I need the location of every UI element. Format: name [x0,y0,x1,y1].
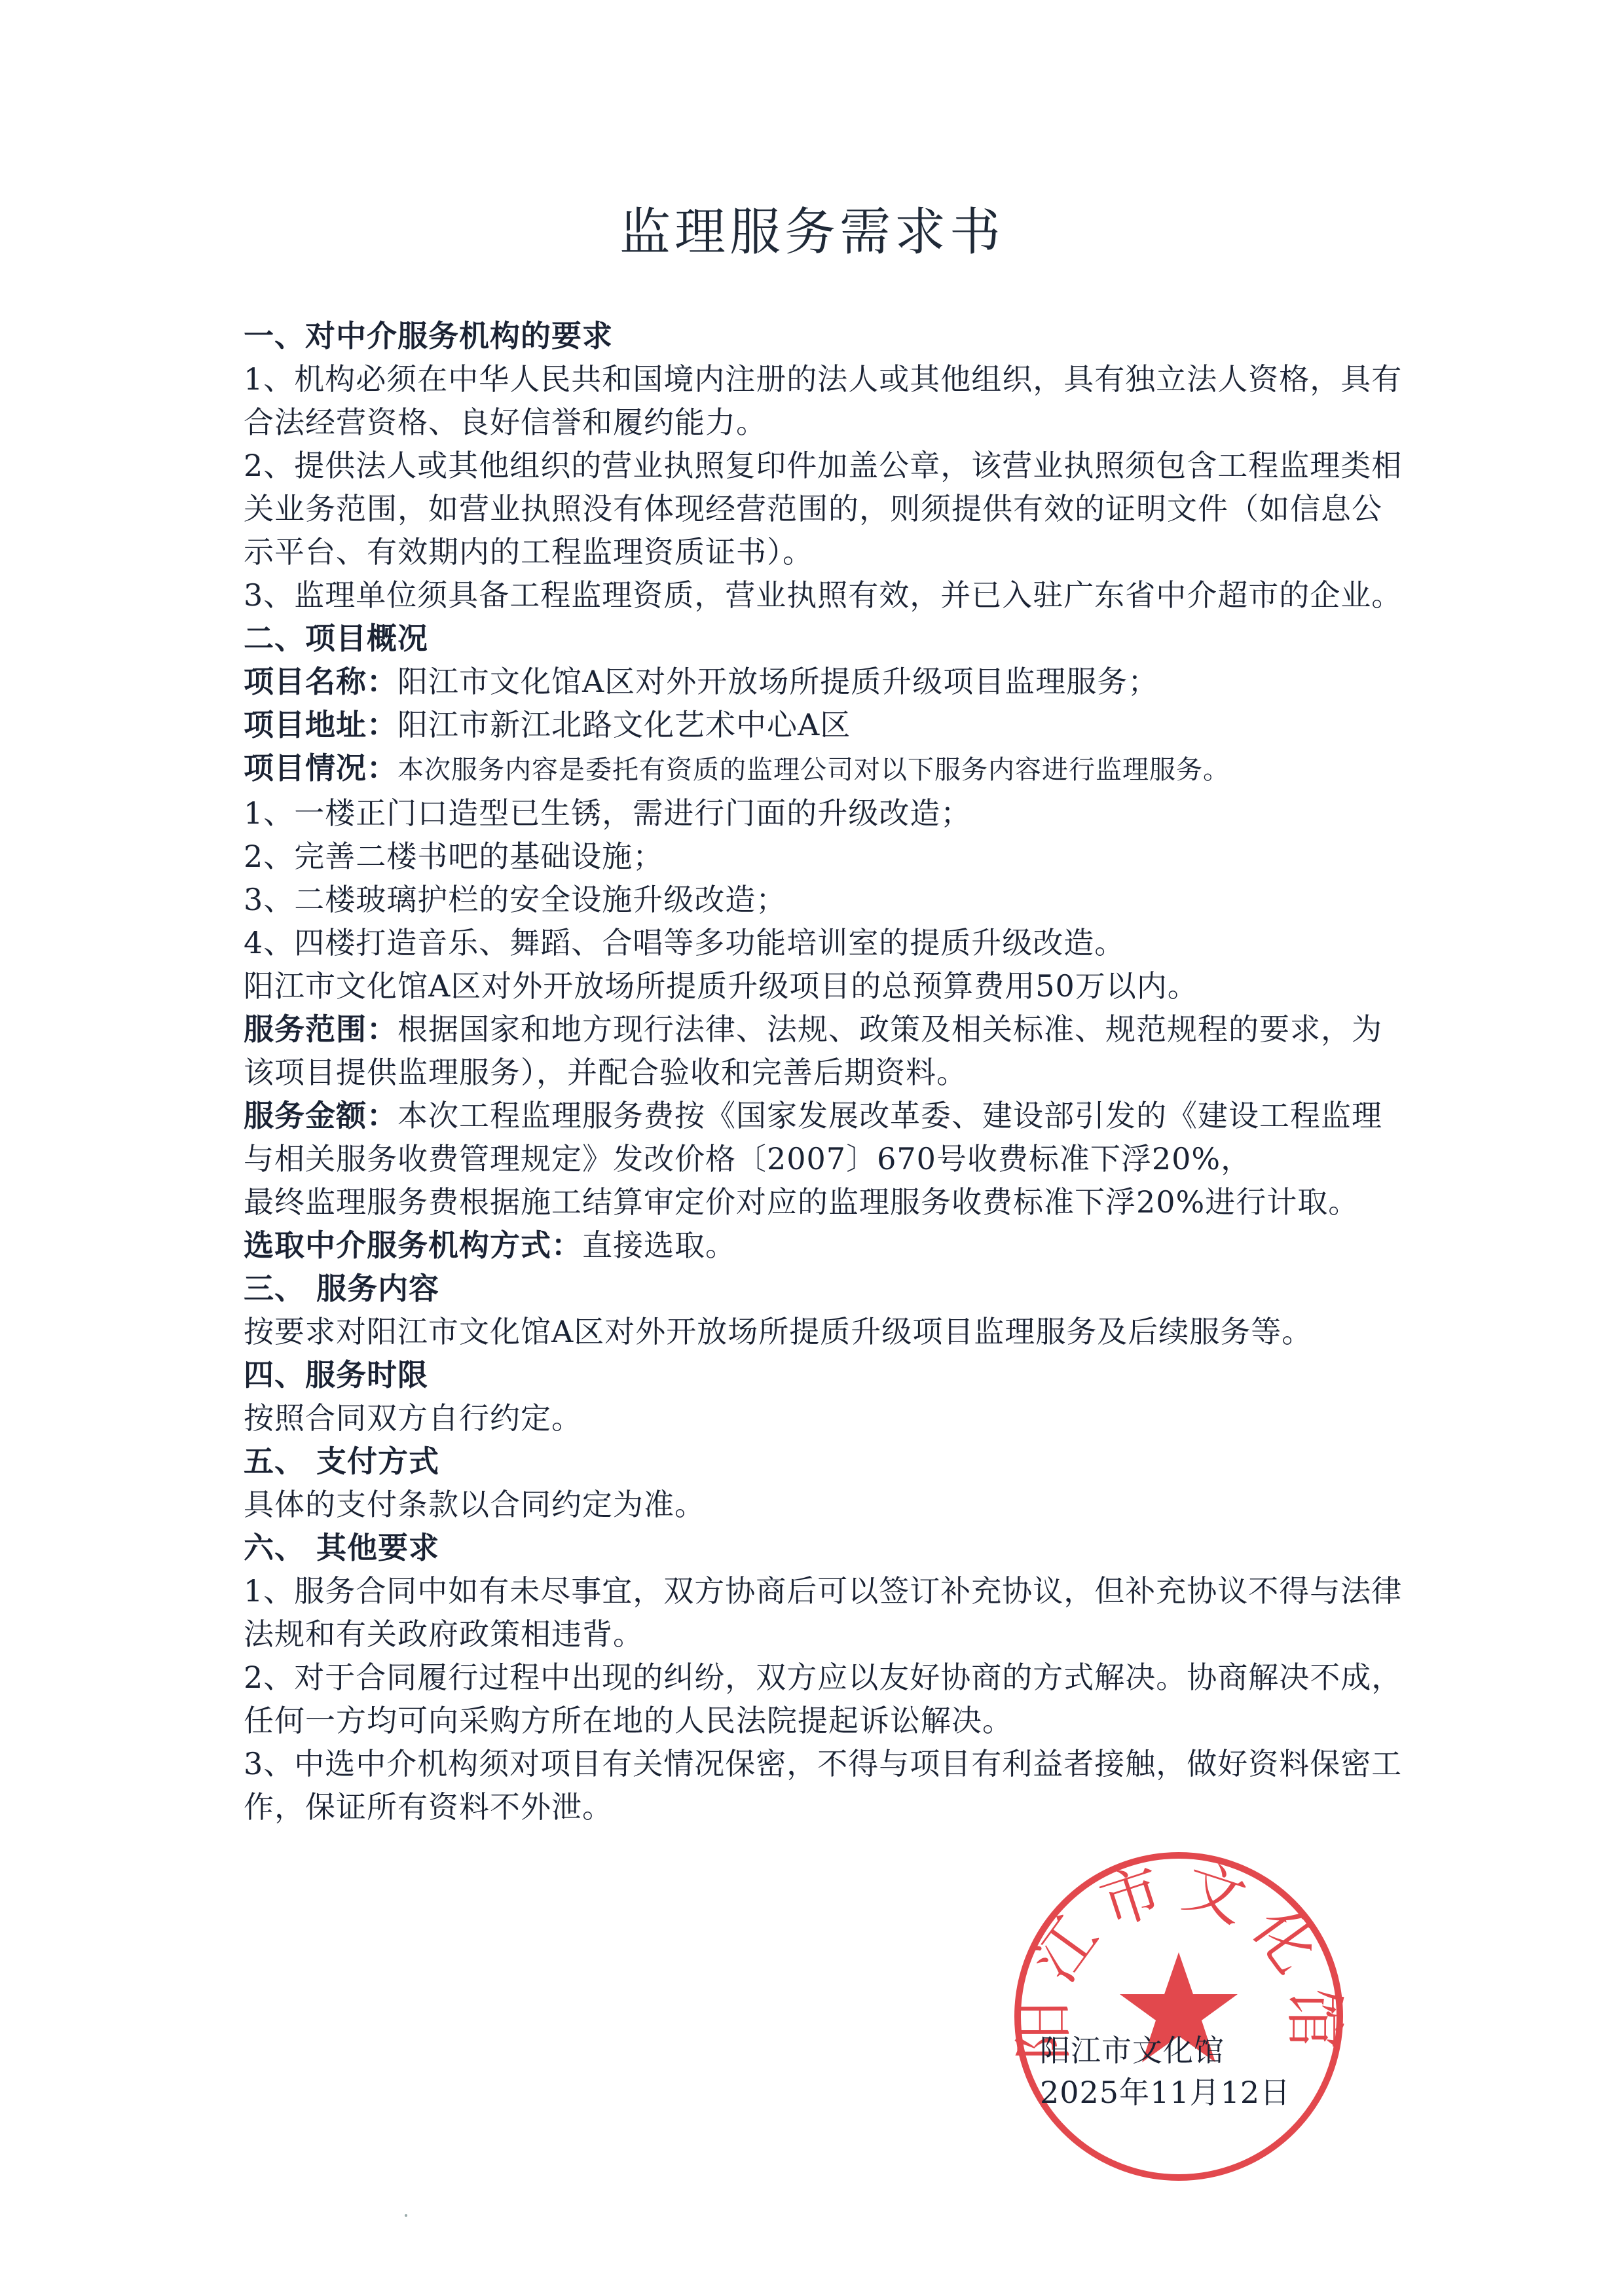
service-period: 按照合同双方自行约定。 [244,1400,582,1436]
signature-block [1040,2030,1291,2113]
project-name: 阳江市文化馆A区对外开放场所提质升级项目监理服务； [397,664,1159,699]
signature-date: 2025年11月12日 [1040,2075,1291,2110]
signature-organization: 阳江市文化馆 [1040,2033,1225,2068]
service-amount-line [244,1094,1409,1180]
project-name-label: 项目名称： [244,664,397,699]
project-item-2: 2、完善二楼书吧的基础设施； [244,839,664,874]
requirement-2: 2、提供法人或其他组织的营业执照复印件加盖公章，该营业执照须包含工程监理类相关业务范围，如营业执照没有体现经营范围的，则须提供有效的证明文件（如信息公示平台、有效期内的工程监理资质证书）。 [244,448,1403,570]
document-title: 监理服务需求书 [619,203,1005,262]
project-budget: 阳江市文化馆A区对外开放场所提质升级项目的总预算费用50万以内。 [244,968,1198,1004]
service-content: 按要求对阳江市文化馆A区对外开放场所提质升级项目监理服务及后续服务等。 [244,1314,1313,1349]
other-requirement-2: 2、对于合同履行过程中出现的纠纷，双方应以友好协商的方式解决。协商解决不成，任何一方均可向采购方所在地的人民法院提起诉讼解决。 [244,1660,1403,1738]
other-requirement-3: 3、中选中介机构须对项目有关情况保密，不得与项目有利益者接触，做好资料保密工作，保证所有资料不外泄。 [244,1746,1403,1825]
project-item-4: 4、四楼打造音乐、舞蹈、合唱等多功能培训室的提质升级改造。 [244,925,1126,960]
project-item-3: 3、二楼玻璃护栏的安全设施升级改造； [244,882,787,917]
project-item-1: 1、一楼正门口造型已生锈，需进行门面的升级改造； [244,795,972,831]
project-situation-label: 项目情况： [244,750,397,786]
selection-method-line [244,1224,1409,1267]
scan-speck [405,2214,407,2217]
project-situation-line [244,746,1409,792]
section-heading-service-content: 三、 服务内容 [244,1271,440,1306]
requirement-1: 1、机构必须在中华人民共和国境内注册的法人或其他组织，具有独立法人资格，具有合法经营资格、良好信誉和履约能力。 [244,361,1403,440]
selection-method: 直接选取。 [582,1228,736,1263]
service-amount-line-2: 最终监理服务费根据施工结算审定价对应的监理服务收费标准下浮20%进行计取。 [244,1184,1359,1220]
section-heading-overview: 二、项目概况 [244,621,428,656]
seal-text: 阳江市文化馆 [1008,1851,1349,2061]
official-seal [1008,1846,1349,2187]
service-amount-label: 服务金额： [244,1098,397,1133]
service-amount: 本次工程监理服务费按《国家发展改革委、建设部引发的《建设工程监理与相关服务收费管理规定》发改价格〔2007〕670号收费标准下浮20%， [244,1098,1382,1176]
section-heading-payment: 五、 支付方式 [244,1444,440,1479]
section-heading-requirements: 一、对中介服务机构的要求 [244,318,613,354]
requirement-3: 3、监理单位须具备工程监理资质，营业执照有效，并已入驻广东省中介超市的企业。 [244,577,1403,613]
section-heading-other: 六、 其他要求 [244,1530,440,1565]
service-scope-line [244,1008,1409,1094]
project-address-line [244,703,1409,746]
service-scope: 根据国家和地方现行法律、法规、政策及相关标准、规范规程的要求，为该项目提供监理服务），并配合验收和完善后期资料。 [244,1011,1382,1090]
project-situation: 本次服务内容是委托有资质的监理公司对以下服务内容进行监理服务。 [397,755,1230,785]
project-name-line [244,660,1409,703]
section-heading-service-period: 四、服务时限 [244,1357,428,1393]
other-requirement-1: 1、服务合同中如有未尽事宜，双方协商后可以签订补充协议，但补充协议不得与法律法规和有关政府政策相违背。 [244,1573,1403,1652]
payment-method: 具体的支付条款以合同约定为准。 [244,1487,705,1522]
selection-method-label: 选取中介服务机构方式： [244,1228,582,1263]
project-address-label: 项目地址： [244,707,397,742]
service-scope-label: 服务范围： [244,1011,397,1047]
document-body [244,314,1409,1829]
project-address: 阳江市新江北路文化艺术中心A区 [397,707,851,742]
